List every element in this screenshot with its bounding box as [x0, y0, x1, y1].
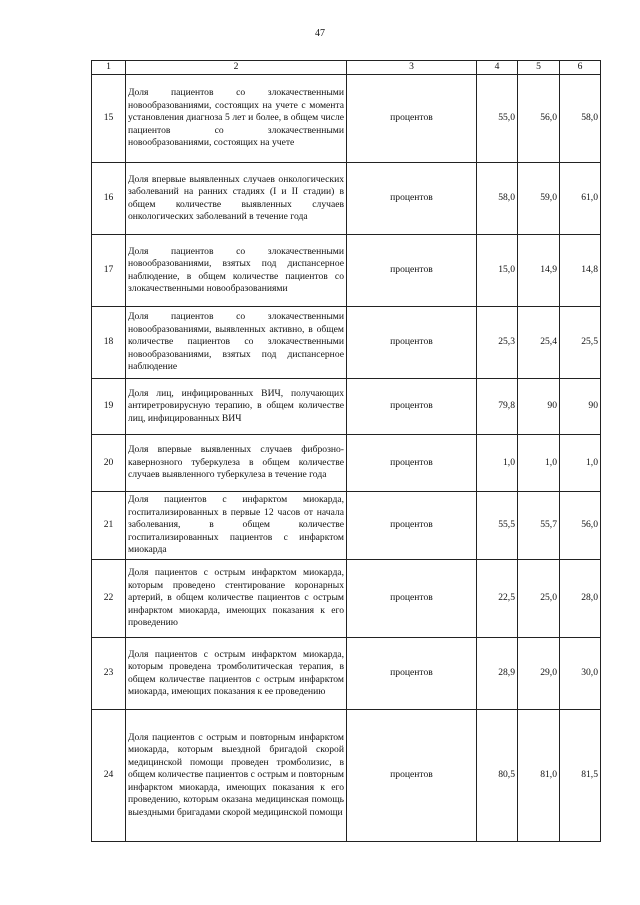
value-col6: 61,0: [560, 163, 601, 235]
indicator-description: Доля пациентов со злокачественными новообразованиями, состоящих на учете с момента установления диагноза 5 лет и более, в общем числе пациентов со злокачественными новообразованиями, состоящих на учете: [126, 75, 347, 163]
indicator-description: Доля лиц, инфицированных ВИЧ, получающих антиретровирусную терапию, в общем количестве лиц, инфицированных ВИЧ: [126, 379, 347, 435]
row-number: 23: [92, 638, 126, 710]
value-col6: 28,0: [560, 560, 601, 638]
value-col6: 30,0: [560, 638, 601, 710]
table-row: [92, 75, 601, 163]
row-number: 19: [92, 379, 126, 435]
value-col5: 55,7: [518, 492, 560, 560]
value-col6: 56,0: [560, 492, 601, 560]
table-row: [92, 307, 601, 379]
unit-cell: процентов: [347, 163, 477, 235]
row-number: 24: [92, 710, 126, 842]
unit-cell: процентов: [347, 235, 477, 307]
unit-cell: процентов: [347, 492, 477, 560]
table-row: [92, 435, 601, 492]
column-header: 6: [560, 61, 601, 75]
value-col4: 28,9: [477, 638, 518, 710]
unit-cell: процентов: [347, 710, 477, 842]
row-number: 15: [92, 75, 126, 163]
indicator-description: Доля пациентов с острым инфарктом миокарда, которым проведена тромболитическая терапия, в общем количестве пациентов с острым инфарктом миокарда, имеющих показания к ее проведению: [126, 638, 347, 710]
table-row: [92, 379, 601, 435]
value-col5: 14,9: [518, 235, 560, 307]
value-col4: 80,5: [477, 710, 518, 842]
unit-cell: процентов: [347, 75, 477, 163]
unit-cell: процентов: [347, 379, 477, 435]
value-col4: 55,5: [477, 492, 518, 560]
value-col4: 58,0: [477, 163, 518, 235]
indicator-description: Доля впервые выявленных случаев онкологических заболеваний на ранних стадиях (I и II стадии) в общем количестве выявленных случаев онкологических заболеваний в течение года: [126, 163, 347, 235]
value-col4: 15,0: [477, 235, 518, 307]
indicator-description: Доля пациентов с инфарктом миокарда, госпитализированных в первые 12 часов от начала заболевания, в общем количестве госпитализированных пациентов с инфарктом миокарда: [126, 492, 347, 560]
value-col4: 79,8: [477, 379, 518, 435]
column-header: 4: [477, 61, 518, 75]
value-col4: 22,5: [477, 560, 518, 638]
table-row: [92, 560, 601, 638]
value-col6: 90: [560, 379, 601, 435]
value-col4: 1,0: [477, 435, 518, 492]
value-col5: 25,0: [518, 560, 560, 638]
row-number: 16: [92, 163, 126, 235]
row-number: 22: [92, 560, 126, 638]
unit-cell: процентов: [347, 560, 477, 638]
indicator-description: Доля впервые выявленных случаев фиброзно-кавернозного туберкулеза в общем количестве случаев выявленного туберкулеза в течение года: [126, 435, 347, 492]
page-number: 47: [315, 28, 325, 39]
unit-cell: процентов: [347, 638, 477, 710]
value-col6: 14,8: [560, 235, 601, 307]
table-row: [92, 163, 601, 235]
value-col5: 90: [518, 379, 560, 435]
value-col5: 59,0: [518, 163, 560, 235]
value-col4: 25,3: [477, 307, 518, 379]
row-number: 18: [92, 307, 126, 379]
column-header: 2: [126, 61, 347, 75]
value-col6: 1,0: [560, 435, 601, 492]
row-number: 21: [92, 492, 126, 560]
value-col5: 81,0: [518, 710, 560, 842]
column-header: 1: [92, 61, 126, 75]
indicators-table: [91, 60, 601, 842]
table-row: [92, 492, 601, 560]
value-col5: 25,4: [518, 307, 560, 379]
table-header-row: [92, 61, 601, 75]
unit-cell: процентов: [347, 435, 477, 492]
value-col5: 1,0: [518, 435, 560, 492]
unit-cell: процентов: [347, 307, 477, 379]
table-row: [92, 710, 601, 842]
value-col6: 25,5: [560, 307, 601, 379]
table-row: [92, 638, 601, 710]
value-col6: 81,5: [560, 710, 601, 842]
value-col4: 55,0: [477, 75, 518, 163]
value-col5: 56,0: [518, 75, 560, 163]
row-number: 17: [92, 235, 126, 307]
value-col6: 58,0: [560, 75, 601, 163]
value-col5: 29,0: [518, 638, 560, 710]
indicator-description: Доля пациентов с острым и повторным инфарктом миокарда, которым выездной бригадой скорой медицинской помощи проведен тромболизис, в общем количестве пациентов с острым и повторным инфарктом миокарда, имеющих показания к его проведению, которым оказана медицинская помощь выездными бригадами скорой медицинской помощи: [126, 710, 347, 842]
indicator-description: Доля пациентов с острым инфарктом миокарда, которым проведено стентирование коронарных артерий, в общем количестве пациентов с острым инфарктом миокарда, имеющих показания к его проведению: [126, 560, 347, 638]
table-row: [92, 235, 601, 307]
column-header: 3: [347, 61, 477, 75]
column-header: 5: [518, 61, 560, 75]
indicator-description: Доля пациентов со злокачественными новообразованиями, взятых под диспансерное наблюдение, в общем количестве пациентов со злокачественными новообразованиями: [126, 235, 347, 307]
indicator-description: Доля пациентов со злокачественными новообразованиями, выявленных активно, в общем количестве пациентов со злокачественными новообразованиями, взятых под диспансерное наблюдение: [126, 307, 347, 379]
row-number: 20: [92, 435, 126, 492]
